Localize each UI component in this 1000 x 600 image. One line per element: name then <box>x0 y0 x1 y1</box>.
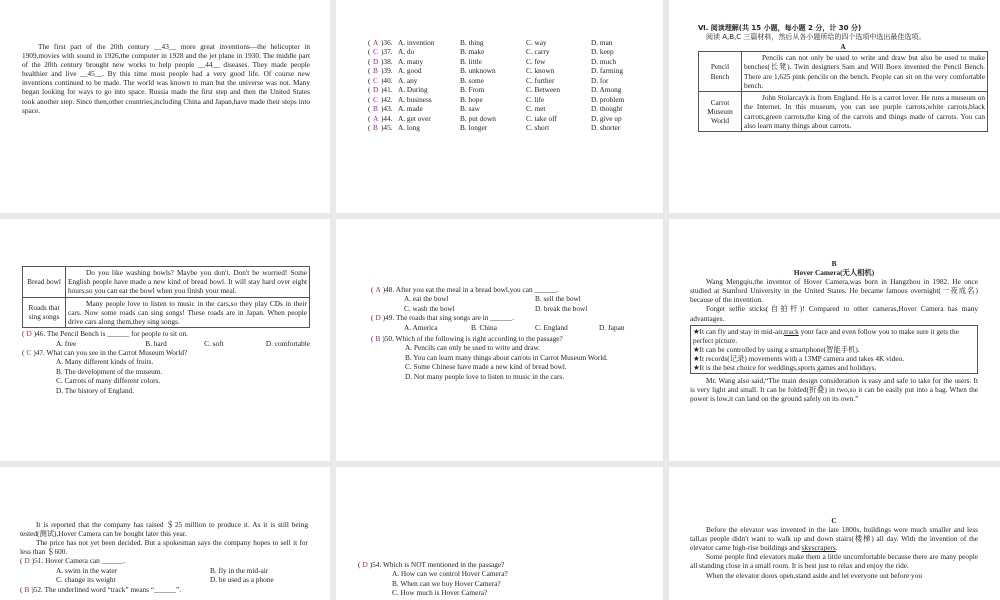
option-c: C. short <box>526 122 550 132</box>
option: D. The history of England. <box>56 385 135 395</box>
option-d: D. give up <box>591 113 622 123</box>
page-panel-4 <box>0 219 330 461</box>
answer-mark: A <box>373 113 379 123</box>
option-d: D. problem <box>591 94 625 104</box>
option-b: B. put down <box>460 113 496 123</box>
question-51: ( D )51. Hover Camera can ______. <box>20 556 126 566</box>
option-a: A. do <box>398 47 415 57</box>
option-b: B. longer <box>460 122 488 132</box>
advantage-item: ★It can fly and stay in mid-air,track your face and even follow you to make sure it gets the perfect picture. <box>693 326 959 345</box>
page-panel-1 <box>0 0 330 213</box>
option-c: C. further <box>526 75 555 85</box>
option-b: B. unknown <box>460 66 496 76</box>
question-48-options-2: C. wash the bowl D. break the bowl <box>404 303 588 313</box>
question-52: ( B )52. The underlined word “track” means “______”. <box>20 584 182 594</box>
passage-a-table-cont <box>22 266 310 328</box>
option-a: A. good <box>398 66 422 76</box>
cloze-question-row: ( A )44. A. get over B. put down C. take off D. give up <box>368 113 622 123</box>
passage-letter: B <box>831 259 837 268</box>
passage-paragraph: It is reported that the company has raised ＄25 million to produce it. As it is still being tested(测试),Hover Camera can be bought later this year. <box>20 520 308 539</box>
page-panel-5 <box>336 219 663 461</box>
cloze-question-row: ( C )40. A. any B. some C. further D. for <box>368 75 609 85</box>
table-text: Many people love to listen to music in the cars,so they play CDs in their cars. Now some roads can sing songs! These roads are in Japan. When people drive cars along them,they sing songs. <box>66 297 310 328</box>
question-51-options-1: A. swim in the water B. fly in the mid-air <box>56 565 269 575</box>
question-51-options-2: C. change its weight D. be used as a phone <box>56 575 274 585</box>
passage-paragraph: Mr. Wang also said,“The main design consideration is easy and safe to take for the users. It is very light and small. It can be folded(折叠) in two,so it can be easily put into a bag. When the power is low,it can land on the ground safely on its own.” <box>690 376 978 404</box>
question-48-options-1: A. eat the bowl B. sell the bowl <box>404 294 581 304</box>
answer-mark: D <box>373 56 379 66</box>
section-heading: Ⅵ. 阅读理解(共 15 小题，每小题 2 分，计 30 分) <box>698 24 862 32</box>
page-panel-2 <box>336 0 663 213</box>
answer-mark: C <box>373 94 378 104</box>
option-c: C. met <box>526 104 546 114</box>
answer-mark: C <box>373 75 378 85</box>
option-a: A. invention <box>398 38 435 47</box>
option-d: D. for <box>591 75 609 85</box>
table-label: Roads that sing songs <box>23 297 66 328</box>
answer-mark: B <box>373 122 378 132</box>
answer-mark: A <box>373 38 379 47</box>
option-a: A. get over <box>398 113 431 123</box>
option-b: B. saw <box>460 104 480 114</box>
answer-mark: D <box>373 85 379 95</box>
answer-mark: C <box>373 47 378 57</box>
option-b: B. hope <box>460 94 483 104</box>
option: D. Not many people love to listen to music in the cars. <box>405 371 565 381</box>
passage-paragraph: The first part of the 20th century __43__ more great inventions—the helicopter in 1909,movies with sound in 1926,the computer in 1928 and the jet plane in 1930. The middle part of the 20th century brought new works to help people __44__ diseases. They made people healthier and live __45__. By this time most people had a very good life. Of course new inventions continued to be made. The world was known to man but the universe was not. Many began looking for ways to go into space. Russia made the first step and then the United States took another step. Since then,other countries,including China and Japan,have made their steps into space. <box>22 42 310 115</box>
passage-paragraph: Some people find elevators make them a little uncomfortable because there are many people all standing close in a small room. It is best just to relax and enjoy the ride. <box>690 552 978 571</box>
question-49: ( D )49. The roads that sing songs are in ______. <box>371 313 514 323</box>
cloze-options-list <box>368 38 658 132</box>
passage-paragraph: When the elevator doors open,stand aside and let everyone out before you <box>706 570 922 580</box>
question-46: ( D )46. The Pencil Bench is ______ for people to sit on. <box>22 329 189 339</box>
cloze-question-row: ( C )42. A. business B. hope C. life D. problem <box>368 94 625 104</box>
question-54: ( D )54. Which is NOT mentioned in the passage? <box>358 560 505 569</box>
option-c: C. take off <box>526 113 557 123</box>
cloze-question-row: ( D )38. A. many B. little C. few D. much <box>368 56 617 66</box>
cloze-question-row: ( C )37. A. do B. make C. carry D. keep <box>368 47 614 57</box>
option: B. The development of the museum. <box>56 366 163 376</box>
option: A. Pencils can only be used to write and draw. <box>405 343 541 353</box>
option-b: B. some <box>460 75 484 85</box>
option-a: A. any <box>398 75 418 85</box>
passage-paragraph: Before the elevator was invented in the late 1800s, buildings were much smaller and less tall,as people didn't want to walk up and down stairs(楼梯) all day. With the invention of the elevator came high-rise buildings and skyscrapers. <box>690 525 978 553</box>
passage-paragraph: Wang Mengqiu,the inventor of Hover Camera,was born in Hangzhou in 1982. He once studied at Stanford University in the United States. He became famous overnight(一夜成名) because of the invention. <box>690 277 978 305</box>
table-label: Bread bowl <box>23 267 66 298</box>
option: C. Carrots of many different colors. <box>56 376 161 386</box>
option-b: B. From <box>460 85 485 95</box>
option: A. Many different kinds of fruits. <box>56 357 154 367</box>
passage-title: Hover Camera(无人相机) <box>793 268 875 278</box>
option-a: A. During <box>398 85 428 95</box>
advantage-item: ★It is the best choice for weddings,sports games and holidays. <box>693 363 877 373</box>
cloze-question-row: ( B )45. A. long B. longer C. short D. shorter <box>368 122 621 132</box>
passage-letter: A <box>840 42 846 52</box>
question-48: ( A )48. After you eat the meal in a bread bowl,you can ______. <box>371 285 559 294</box>
passage-a-table <box>698 51 988 132</box>
option-c: C. known <box>526 66 555 76</box>
page-panel-3 <box>669 0 1000 213</box>
option-d: D. man <box>591 38 613 47</box>
option-c: C. life <box>526 94 545 104</box>
question-47: ( C )47. What can you see in the Carrot Museum World? <box>22 348 188 358</box>
option-b: B. little <box>460 56 482 66</box>
section-instruction: 阅读 A,B,C 三篇材料，然后从各小题所给的四个选项中选出最佳选项。 <box>706 33 926 42</box>
option-d: D. much <box>591 56 617 66</box>
question-46-options: A. free B. hard C. soft D. comfortable <box>56 338 310 348</box>
option: B. When can we buy Hover Camera? <box>392 578 501 588</box>
option: C. Some Chinese have made a new kind of bread bowl. <box>405 362 567 372</box>
option-d: D. Among <box>591 85 622 95</box>
page-panel-8 <box>336 467 663 600</box>
cloze-question-row: ( D )41. A. During B. From C. Between D. Among <box>368 85 622 95</box>
option-a: A. long <box>398 122 420 132</box>
option-c: C. carry <box>526 47 550 57</box>
advantages-box <box>690 325 978 374</box>
option: C. How much is Hover Camera? <box>392 588 488 598</box>
table-label: Carrot Museum World <box>699 92 742 132</box>
advantage-item: ★It can be controlled by using a smartphone(智能手机). <box>693 344 860 354</box>
passage-paragraph: The price has not yet been decided. But a spokesman says the company hopes to sell it for less than ＄600. <box>20 538 308 557</box>
passage-paragraph: Forget selfie sticks(自拍杆)! Compared to other cameras,Hover Camera has many advantages. <box>690 304 978 323</box>
page-panel-7 <box>0 467 330 600</box>
option-a: A. many <box>398 56 424 66</box>
option-d: D. shorter <box>591 122 621 132</box>
option-d: D. keep <box>591 47 614 57</box>
passage-letter: C <box>831 516 837 525</box>
option: A. How can we control Hover Camera? <box>392 569 508 579</box>
option-b: B. thing <box>460 38 484 47</box>
table-text: Do you like washing bowls? Maybe you don't. Don't be worried! Some English people have made a new kind of bread bowl. It will stay hard over eight hours,so you can eat the bowl when you finish your meal. <box>66 267 310 298</box>
advantage-item: ★It records(记录) movements with a 13MP camera and takes 4K video. <box>693 353 905 363</box>
table-text: Pencils can not only be used to write and draw but also be used to make benches(长凳). Twin designers Sam and Will Boex invented the Pencil Bench. There are 1,625 pink pencils on the bench. People can sit on the very comfortable bench. <box>742 52 988 92</box>
option-a: A. business <box>398 94 432 104</box>
page-panel-6 <box>669 219 1000 461</box>
option-c: C. Between <box>526 85 561 95</box>
cloze-question-row: ( B )43. A. made B. saw C. met D. thought <box>368 104 623 114</box>
page-panel-9 <box>669 467 1000 600</box>
option-c: C. way <box>526 38 547 47</box>
question-49-options: A. America B. China C. England D. Japan <box>404 322 625 332</box>
question-50: ( B )50. Which of the following is right according to the passage? <box>371 334 563 344</box>
answer-mark: B <box>373 104 378 114</box>
option: B. You can learn many things about carrots in Carrot Museum World. <box>405 352 608 362</box>
answer-mark: B <box>373 66 378 76</box>
option-a: A. made <box>398 104 423 114</box>
cloze-question-row: ( B )39. A. good B. unknown C. known D. farming <box>368 66 624 76</box>
cloze-question-row: ( A )36. A. invention B. thing C. way D. man <box>368 38 613 47</box>
table-label: Pencil Bench <box>699 52 742 92</box>
option-d: D. farming <box>591 66 624 76</box>
option-b: B. make <box>460 47 485 57</box>
option-d: D. thought <box>591 104 623 114</box>
option-c: C. few <box>526 56 546 66</box>
table-text: John Stolarcayk is from England. He is a carrot lover. He runs a museum on the Internet. In this museum, you can see purple carrots,white carrots,black carrots,green carrots,the king of the carrots and things made of carrots. You can also learn many things about carrots. <box>742 92 988 132</box>
